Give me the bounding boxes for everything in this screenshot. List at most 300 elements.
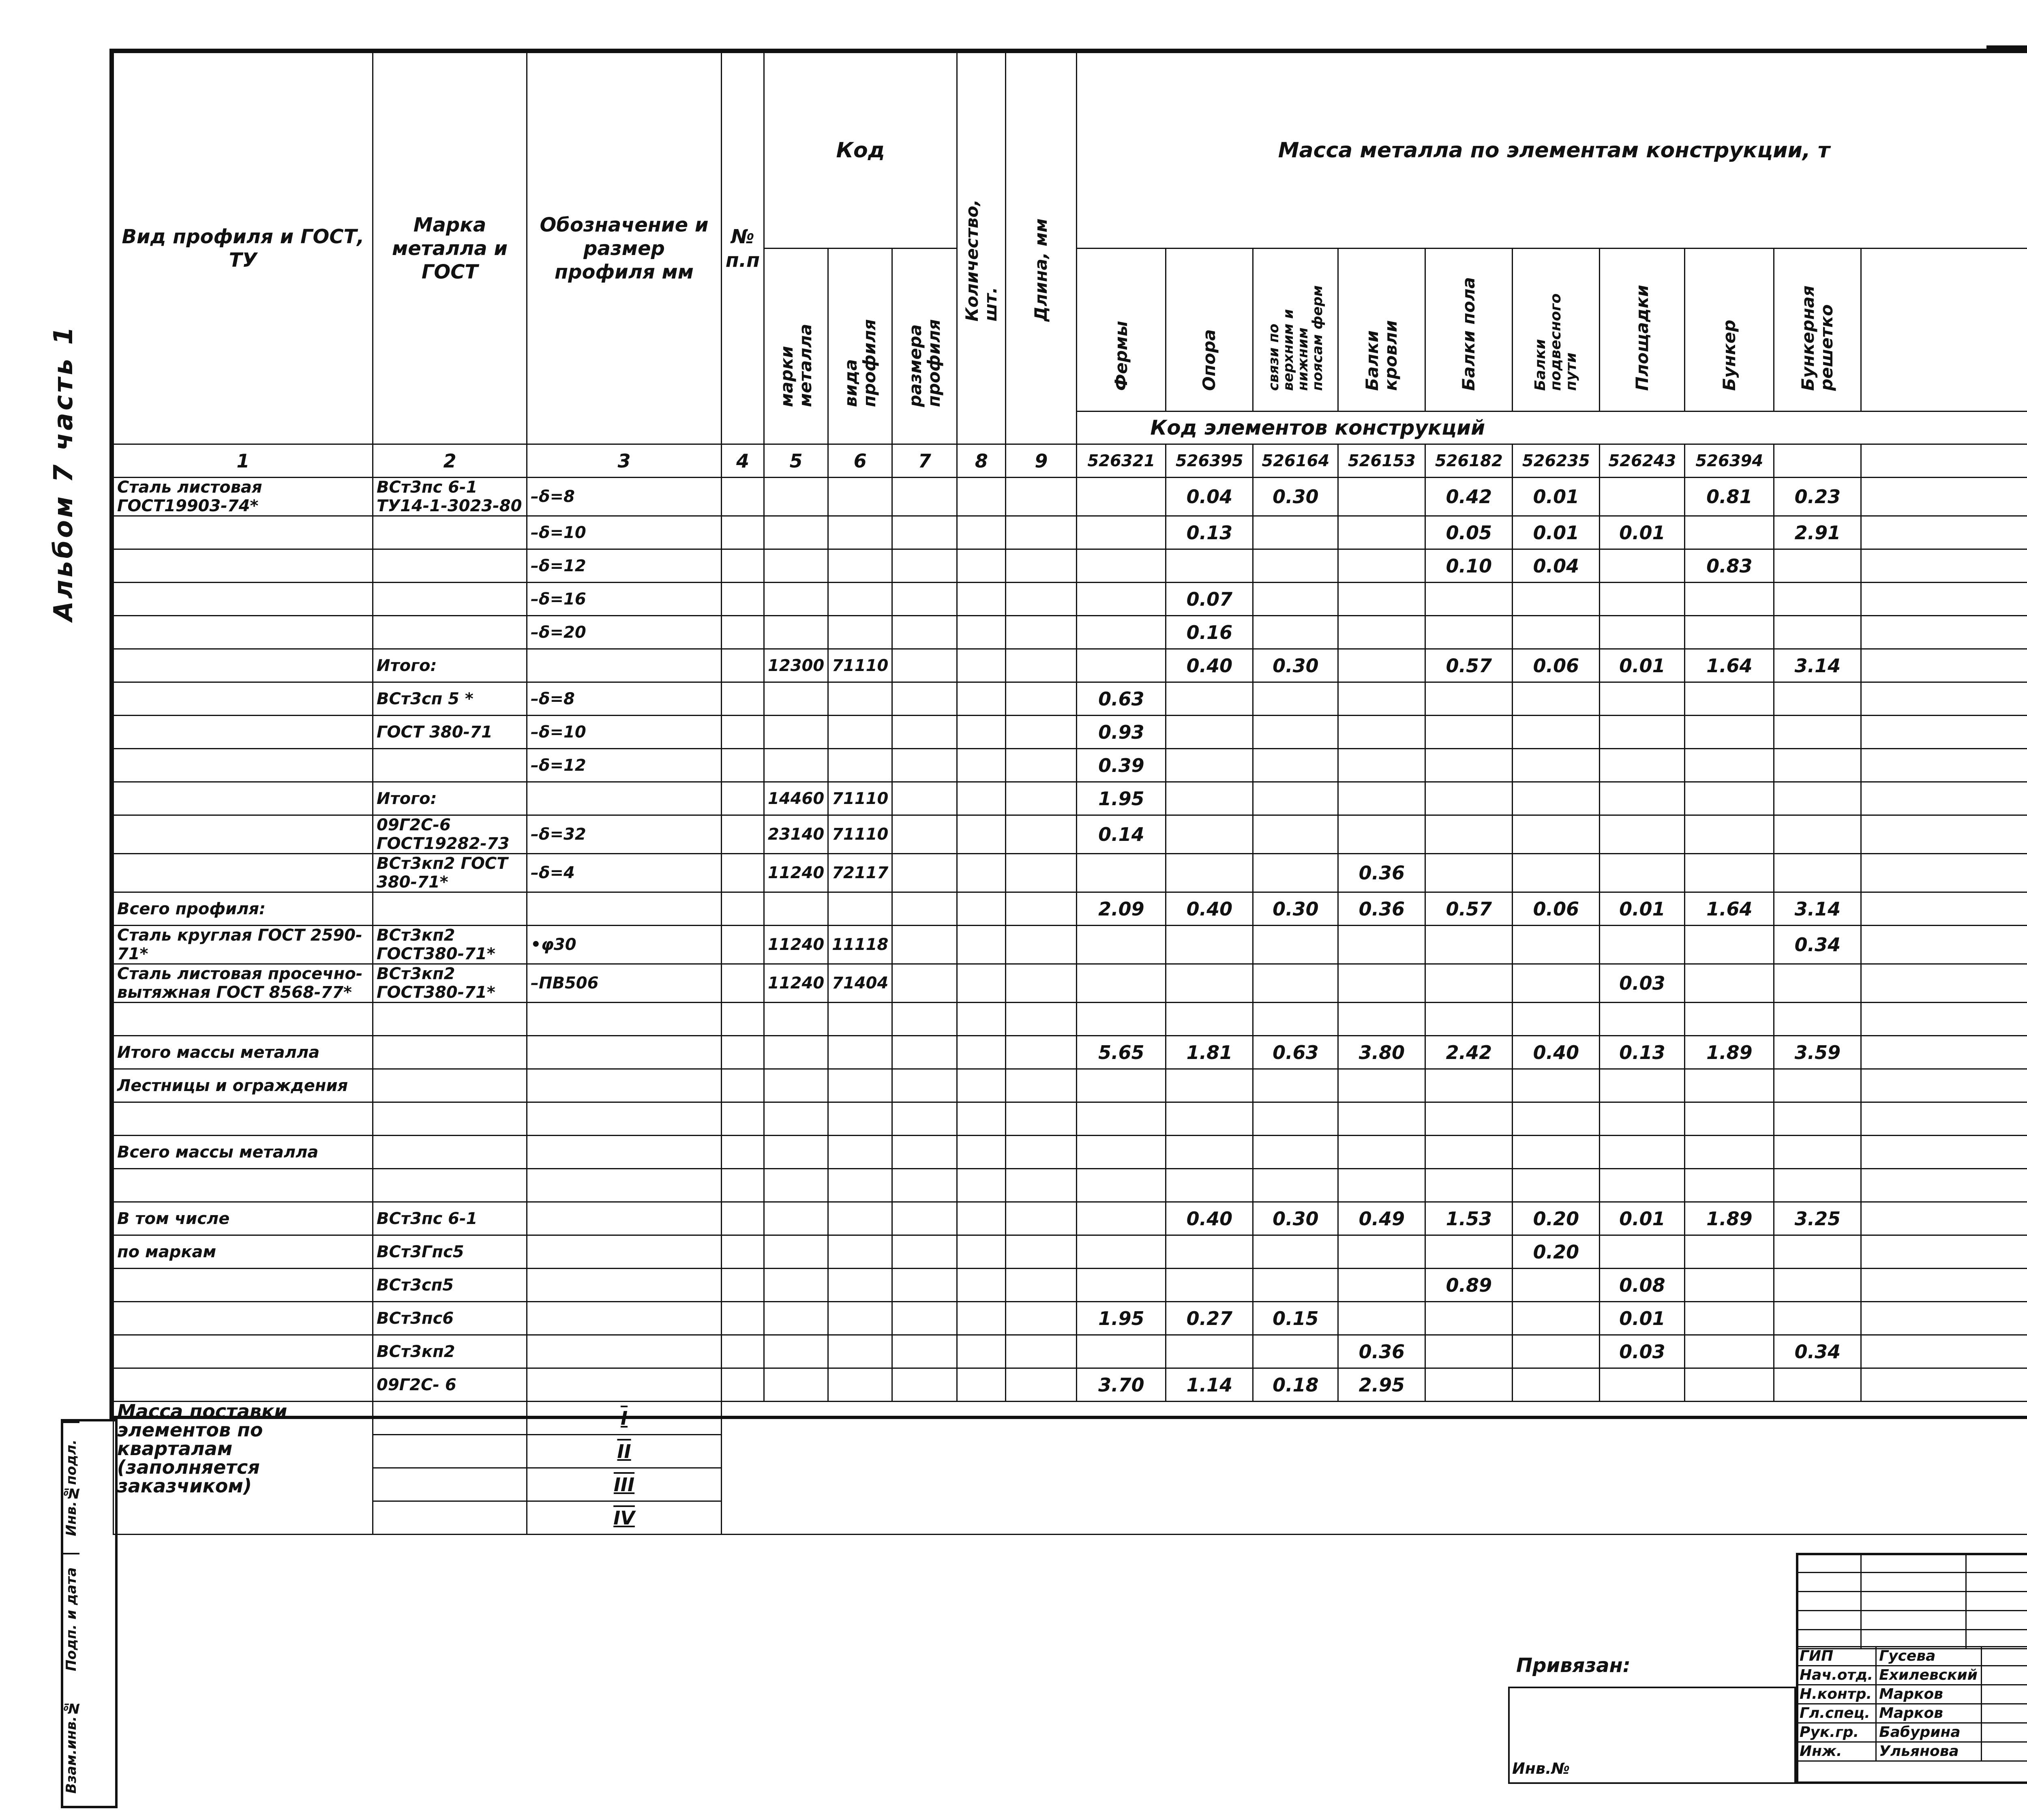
- quantity-cell: [957, 926, 1006, 964]
- table-row: [114, 649, 2027, 682]
- profile-gost-cell: [114, 649, 373, 682]
- table-row: [114, 854, 2027, 892]
- staff-signature: [1981, 1647, 2027, 1666]
- mass-cell: [1338, 616, 1425, 649]
- mass-cell: [1513, 854, 1600, 892]
- metal-code-cell: [764, 716, 828, 749]
- staff-signature: [1981, 1704, 2027, 1723]
- mass-cell: 5.65: [1077, 1036, 1166, 1069]
- profile-code-cell: [828, 478, 892, 516]
- size-code-cell: [892, 1368, 957, 1402]
- item-number-cell: [722, 1036, 764, 1069]
- metal-grade-cell: ВСт3кп2 ГОСТ 380-71*: [373, 854, 527, 892]
- mass-cell: 0.49: [1338, 1202, 1425, 1235]
- mass-cell: [1253, 1169, 1338, 1202]
- mass-cell: [1077, 854, 1166, 892]
- profile-gost-cell: [114, 1269, 373, 1302]
- size-code-cell: [892, 1136, 957, 1169]
- colnum-5: 5: [764, 444, 828, 478]
- metal-grade-cell: ВСт3сп 5 *: [373, 682, 527, 716]
- table-row: [114, 892, 2027, 926]
- item-number-cell: [722, 749, 764, 782]
- album-label: Альбом 7 часть 1: [49, 324, 79, 622]
- table-row: [114, 516, 2027, 549]
- mass-cell: [1600, 854, 1685, 892]
- metal-code-cell: 11240: [764, 964, 828, 1003]
- element-code-7: 526243: [1600, 444, 1685, 478]
- profile-size-cell: [527, 1003, 722, 1036]
- mass-cell: [1600, 926, 1685, 964]
- mass-cell: 3.14: [1774, 649, 1861, 682]
- mass-cell: [1685, 1269, 1774, 1302]
- table-row: [114, 1102, 2027, 1136]
- mass-cell: 0.81: [1685, 478, 1774, 516]
- profile-size-cell: [527, 892, 722, 926]
- profile-size-cell: [527, 1335, 722, 1368]
- mass-cell: [1513, 1003, 1600, 1036]
- profile-code-cell: [828, 1036, 892, 1069]
- table-row: [114, 1003, 2027, 1036]
- mass-cell: [1166, 1136, 1253, 1169]
- mass-cell: 0.01: [1600, 516, 1685, 549]
- length-cell: [1006, 1302, 1077, 1335]
- metal-grade-cell: ГОСТ 380-71: [373, 716, 527, 749]
- mass-cell-blank: [1861, 1102, 2027, 1136]
- metal-grade-cell: ВСт3сп5: [373, 1269, 527, 1302]
- metal-grade-cell: ВСт3кп2 ГОСТ380-71*: [373, 926, 527, 964]
- size-code-cell: [892, 926, 957, 964]
- mass-cell: 0.63: [1077, 682, 1166, 716]
- mass-cell: [1077, 649, 1166, 682]
- size-code-cell: [892, 1003, 957, 1036]
- staff-name: Гусева: [1876, 1647, 1982, 1666]
- mass-cell: [1166, 716, 1253, 749]
- mass-cell: 0.03: [1600, 1335, 1685, 1368]
- metal-grade-cell: ВСт3пс 6-1: [373, 1202, 527, 1235]
- length-cell: [1006, 782, 1077, 815]
- profile-size-cell: –δ=10: [527, 516, 722, 549]
- mass-cell: 0.16: [1166, 616, 1253, 649]
- mass-cell: 0.30: [1253, 1202, 1338, 1235]
- profile-size-cell: –δ=12: [527, 549, 722, 583]
- header-profile-type-code: вида профиля: [840, 319, 879, 407]
- profile-gost-cell: Сталь листовая просечно-вытяжная ГОСТ 8568-77*: [114, 964, 373, 1003]
- mass-cell: [1425, 782, 1513, 815]
- element-code-1: 526321: [1077, 444, 1166, 478]
- colnum-8: 8: [957, 444, 1006, 478]
- size-code-cell: [892, 854, 957, 892]
- mass-cell: [1077, 1102, 1166, 1136]
- delivery-quarter-1: I: [527, 1402, 722, 1435]
- mass-cell: [1166, 1335, 1253, 1368]
- mass-cell-blank: [1861, 682, 2027, 716]
- mass-cell: [1338, 583, 1425, 616]
- metal-code-cell: [764, 516, 828, 549]
- length-cell: [1006, 964, 1077, 1003]
- table-row: [114, 1202, 2027, 1235]
- mass-cell: [1685, 1335, 1774, 1368]
- stamp-sign-date: Подп. и дата: [63, 1553, 79, 1684]
- profile-size-cell: –δ=10: [527, 716, 722, 749]
- size-code-cell: [892, 616, 957, 649]
- mass-cell-blank: [1861, 583, 2027, 616]
- profile-size-cell: –δ=20: [527, 616, 722, 649]
- mass-cell: [1774, 1136, 1861, 1169]
- mass-cell-blank: [1861, 1235, 2027, 1269]
- size-code-cell: [892, 815, 957, 854]
- mass-cell: [1425, 1003, 1513, 1036]
- mass-cell: [1338, 1003, 1425, 1036]
- mass-cell: [1338, 1235, 1425, 1269]
- mass-cell: 0.13: [1166, 516, 1253, 549]
- profile-gost-cell: [114, 1335, 373, 1368]
- size-code-cell: [892, 892, 957, 926]
- quantity-cell: [957, 516, 1006, 549]
- item-number-cell: [722, 682, 764, 716]
- profile-size-cell: –δ=12: [527, 749, 722, 782]
- mass-cell: [1600, 716, 1685, 749]
- size-code-cell: [892, 749, 957, 782]
- mass-cell: [1774, 682, 1861, 716]
- mass-cell-blank: [1861, 749, 2027, 782]
- mass-cell: [1513, 1069, 1600, 1102]
- mass-cell: [1425, 1335, 1513, 1368]
- profile-size-cell: –δ=8: [527, 478, 722, 516]
- metal-grade-cell: [373, 1069, 527, 1102]
- mass-cell: 1.89: [1685, 1036, 1774, 1069]
- mass-cell-blank: [1861, 616, 2027, 649]
- quantity-cell: [957, 1235, 1006, 1269]
- mass-cell-blank: [1861, 1269, 2027, 1302]
- header-element-blank: [1861, 249, 2027, 412]
- mass-cell: [1685, 682, 1774, 716]
- mass-cell: [1513, 1335, 1600, 1368]
- delivery-cell: [373, 1468, 527, 1501]
- mass-cell: [1513, 583, 1600, 616]
- mass-cell: 0.20: [1513, 1235, 1600, 1269]
- size-code-cell: [892, 549, 957, 583]
- metal-code-cell: [764, 749, 828, 782]
- mass-cell: [1077, 1202, 1166, 1235]
- mass-cell: [1077, 1335, 1166, 1368]
- mass-cell: [1425, 815, 1513, 854]
- metal-grade-cell: [373, 1036, 527, 1069]
- table-row: [114, 1036, 2027, 1069]
- quantity-cell: [957, 1102, 1006, 1136]
- mass-cell: [1513, 1269, 1600, 1302]
- profile-gost-cell: [114, 583, 373, 616]
- mass-cell: [1774, 1269, 1861, 1302]
- metal-grade-cell: [373, 1169, 527, 1202]
- size-code-cell: [892, 682, 957, 716]
- delivery-cell: [373, 1435, 527, 1468]
- element-code-2: 526395: [1166, 444, 1253, 478]
- mass-cell: [1166, 1169, 1253, 1202]
- profile-code-cell: [828, 1169, 892, 1202]
- metal-grade-cell: [373, 616, 527, 649]
- item-number-cell: [722, 478, 764, 516]
- profile-size-cell: [527, 1269, 722, 1302]
- mass-cell: [1253, 964, 1338, 1003]
- mass-cell: [1425, 854, 1513, 892]
- profile-gost-cell: Сталь круглая ГОСТ 2590-71*: [114, 926, 373, 964]
- quantity-cell: [957, 964, 1006, 1003]
- metal-grade-cell: ВСт3Гпс5: [373, 1235, 527, 1269]
- length-cell: [1006, 1269, 1077, 1302]
- quantity-cell: [957, 782, 1006, 815]
- mass-cell-blank: [1861, 815, 2027, 854]
- mass-cell: [1338, 1136, 1425, 1169]
- size-code-cell: [892, 583, 957, 616]
- table-row: [114, 964, 2027, 1003]
- header-element-hanging-beams: Балки подвесного пути: [1532, 293, 1580, 391]
- profile-gost-cell: по маркам: [114, 1235, 373, 1269]
- length-cell: [1006, 478, 1077, 516]
- mass-cell-blank: [1861, 716, 2027, 749]
- mass-cell: 1.95: [1077, 782, 1166, 815]
- mass-cell: 0.14: [1077, 815, 1166, 854]
- profile-code-cell: [828, 749, 892, 782]
- mass-cell: [1513, 1368, 1600, 1402]
- mass-cell: [1253, 782, 1338, 815]
- profile-code-cell: 71110: [828, 815, 892, 854]
- length-cell: [1006, 649, 1077, 682]
- mass-cell: [1166, 782, 1253, 815]
- mass-cell: [1600, 1069, 1685, 1102]
- metal-code-cell: [764, 1102, 828, 1136]
- mass-cell: [1425, 1368, 1513, 1402]
- mass-cell: [1166, 854, 1253, 892]
- profile-gost-cell: [114, 682, 373, 716]
- mass-cell: [1513, 1302, 1600, 1335]
- size-code-cell: [892, 1036, 957, 1069]
- quantity-cell: [957, 815, 1006, 854]
- mass-cell: [1077, 616, 1166, 649]
- length-cell: [1006, 716, 1077, 749]
- table-row: [114, 716, 2027, 749]
- length-cell: [1006, 1003, 1077, 1036]
- table-row: [114, 1302, 2027, 1335]
- header-metal-code: марки металла: [776, 324, 815, 407]
- mass-cell: [1600, 782, 1685, 815]
- mass-cell-blank: [1861, 649, 2027, 682]
- mass-cell-blank: [1861, 1069, 2027, 1102]
- mass-cell: [1685, 1302, 1774, 1335]
- metal-code-cell: [764, 1302, 828, 1335]
- mass-cell: [1513, 682, 1600, 716]
- item-number-cell: [722, 583, 764, 616]
- mass-cell: [1338, 716, 1425, 749]
- mass-cell: [1600, 1235, 1685, 1269]
- profile-code-cell: [828, 583, 892, 616]
- mass-cell: [1166, 926, 1253, 964]
- quantity-cell: [957, 549, 1006, 583]
- mass-cell: [1166, 815, 1253, 854]
- metal-grade-cell: [373, 1136, 527, 1169]
- mass-cell: [1425, 1102, 1513, 1136]
- profile-gost-cell: Лестницы и ограждения: [114, 1069, 373, 1102]
- mass-cell: [1774, 749, 1861, 782]
- profile-code-cell: [828, 1202, 892, 1235]
- profile-size-cell: [527, 649, 722, 682]
- profile-code-cell: [828, 892, 892, 926]
- mass-cell: 0.05: [1425, 516, 1513, 549]
- profile-size-cell: [527, 1036, 722, 1069]
- mass-cell: [1774, 815, 1861, 854]
- mass-cell: [1338, 782, 1425, 815]
- profile-size-cell: –ПВ506: [527, 964, 722, 1003]
- metal-grade-cell: [373, 1003, 527, 1036]
- table-row: [114, 583, 2027, 616]
- revision-table: [1796, 1553, 2027, 1649]
- mass-cell: [1425, 1169, 1513, 1202]
- profile-size-cell: –δ=4: [527, 854, 722, 892]
- stamp-inv-number: Инв.№подл.: [63, 1421, 79, 1553]
- mass-cell: [1774, 854, 1861, 892]
- mass-cell-blank: [1861, 1169, 2027, 1202]
- metal-grade-cell: 09Г2С- 6: [373, 1368, 527, 1402]
- mass-cell: [1253, 516, 1338, 549]
- quantity-cell: [957, 1269, 1006, 1302]
- mass-cell: [1166, 964, 1253, 1003]
- mass-cell: 0.06: [1513, 649, 1600, 682]
- header-item-number: № п.п: [722, 53, 764, 444]
- mass-cell: 3.70: [1077, 1368, 1166, 1402]
- metal-code-cell: 11240: [764, 854, 828, 892]
- mass-cell: [1600, 1003, 1685, 1036]
- mass-cell: [1077, 583, 1166, 616]
- mass-cell: 0.89: [1425, 1269, 1513, 1302]
- metal-code-cell: [764, 1169, 828, 1202]
- size-code-cell: [892, 1069, 957, 1102]
- linked-label: Привязан:: [1516, 1654, 1631, 1677]
- profile-gost-cell: [114, 1368, 373, 1402]
- item-number-cell: [722, 964, 764, 1003]
- size-code-cell: [892, 478, 957, 516]
- mass-cell: [1077, 516, 1166, 549]
- metal-code-cell: [764, 1003, 828, 1036]
- mass-cell: 0.83: [1685, 549, 1774, 583]
- mass-cell-blank: [1861, 1202, 2027, 1235]
- header-quantity: Количество, шт.: [962, 199, 1001, 322]
- mass-cell: 0.18: [1253, 1368, 1338, 1402]
- mass-cell: [1685, 854, 1774, 892]
- metal-grade-cell: ВСт3пс 6-1 ТУ14-1-3023-80: [373, 478, 527, 516]
- mass-cell: 3.25: [1774, 1202, 1861, 1235]
- quantity-cell: [957, 749, 1006, 782]
- header-element-bunker: Бункер: [1719, 319, 1739, 391]
- quantity-cell: [957, 682, 1006, 716]
- mass-cell: 0.30: [1253, 892, 1338, 926]
- item-number-cell: [722, 616, 764, 649]
- profile-code-cell: 11118: [828, 926, 892, 964]
- mass-cell: [1774, 1368, 1861, 1402]
- mass-cell: [1600, 1368, 1685, 1402]
- mass-cell: [1253, 1335, 1338, 1368]
- metal-grade-cell: [373, 583, 527, 616]
- mass-cell-blank: [1861, 1335, 2027, 1368]
- mass-cell: 0.30: [1253, 478, 1338, 516]
- mass-cell: 0.30: [1253, 649, 1338, 682]
- staff-role: Гл.спец.: [1797, 1704, 1876, 1723]
- mass-cell: [1166, 1102, 1253, 1136]
- profile-gost-cell: [114, 549, 373, 583]
- length-cell: [1006, 1169, 1077, 1202]
- mass-cell-blank: [1861, 854, 2027, 892]
- profile-size-cell: –δ=16: [527, 583, 722, 616]
- mass-cell: [1077, 1169, 1166, 1202]
- metal-code-cell: [764, 1202, 828, 1235]
- quantity-cell: [957, 1202, 1006, 1235]
- mass-cell: [1166, 1069, 1253, 1102]
- profile-code-cell: [828, 716, 892, 749]
- colnum-7: 7: [892, 444, 957, 478]
- delivery-blank: [722, 1402, 2027, 1535]
- profile-code-cell: [828, 549, 892, 583]
- item-number-cell: [722, 926, 764, 964]
- quantity-cell: [957, 1335, 1006, 1368]
- element-code-8: 526394: [1685, 444, 1774, 478]
- mass-cell: [1077, 1235, 1166, 1269]
- table-row: [114, 1368, 2027, 1402]
- item-number-cell: [722, 892, 764, 926]
- metal-grade-cell: ВСт3кп2 ГОСТ380-71*: [373, 964, 527, 1003]
- mass-cell-blank: [1861, 1036, 2027, 1069]
- mass-cell: [1338, 478, 1425, 516]
- mass-cell: [1425, 583, 1513, 616]
- staff-name: Ульянова: [1876, 1742, 1982, 1761]
- mass-cell: [1513, 964, 1600, 1003]
- mass-cell: [1685, 926, 1774, 964]
- colnum-4: 4: [722, 444, 764, 478]
- mass-cell: [1166, 549, 1253, 583]
- metal-code-cell: [764, 1335, 828, 1368]
- mass-cell: [1338, 926, 1425, 964]
- mass-cell: [1774, 782, 1861, 815]
- size-code-cell: [892, 782, 957, 815]
- quantity-cell: [957, 1368, 1006, 1402]
- quantity-cell: [957, 616, 1006, 649]
- mass-cell: 0.01: [1600, 1302, 1685, 1335]
- element-code-4: 526153: [1338, 444, 1425, 478]
- mass-cell: [1253, 1102, 1338, 1136]
- mass-cell: [1774, 1235, 1861, 1269]
- profile-gost-cell: Итого массы металла: [114, 1036, 373, 1069]
- header-element-code-label: Код элементов конструкций: [1077, 412, 2027, 444]
- metal-code-cell: 12300: [764, 649, 828, 682]
- profile-size-cell: –δ=8: [527, 682, 722, 716]
- profile-gost-cell: [114, 1302, 373, 1335]
- delivery-cell: [373, 1402, 527, 1435]
- colnum-9: 9: [1006, 444, 1077, 478]
- mass-cell: [1338, 516, 1425, 549]
- mass-cell: [1685, 1169, 1774, 1202]
- table-row: [114, 1335, 2027, 1368]
- mass-cell: 0.10: [1425, 549, 1513, 583]
- size-code-cell: [892, 1235, 957, 1269]
- profile-code-cell: 72117: [828, 854, 892, 892]
- mass-cell: [1513, 815, 1600, 854]
- item-number-cell: [722, 716, 764, 749]
- item-number-cell: [722, 1368, 764, 1402]
- profile-code-cell: [828, 1335, 892, 1368]
- colnum-3: 3: [527, 444, 722, 478]
- size-code-cell: [892, 716, 957, 749]
- profile-size-cell: [527, 782, 722, 815]
- mass-cell: [1685, 1136, 1774, 1169]
- mass-cell: [1077, 964, 1166, 1003]
- mass-cell: [1253, 1136, 1338, 1169]
